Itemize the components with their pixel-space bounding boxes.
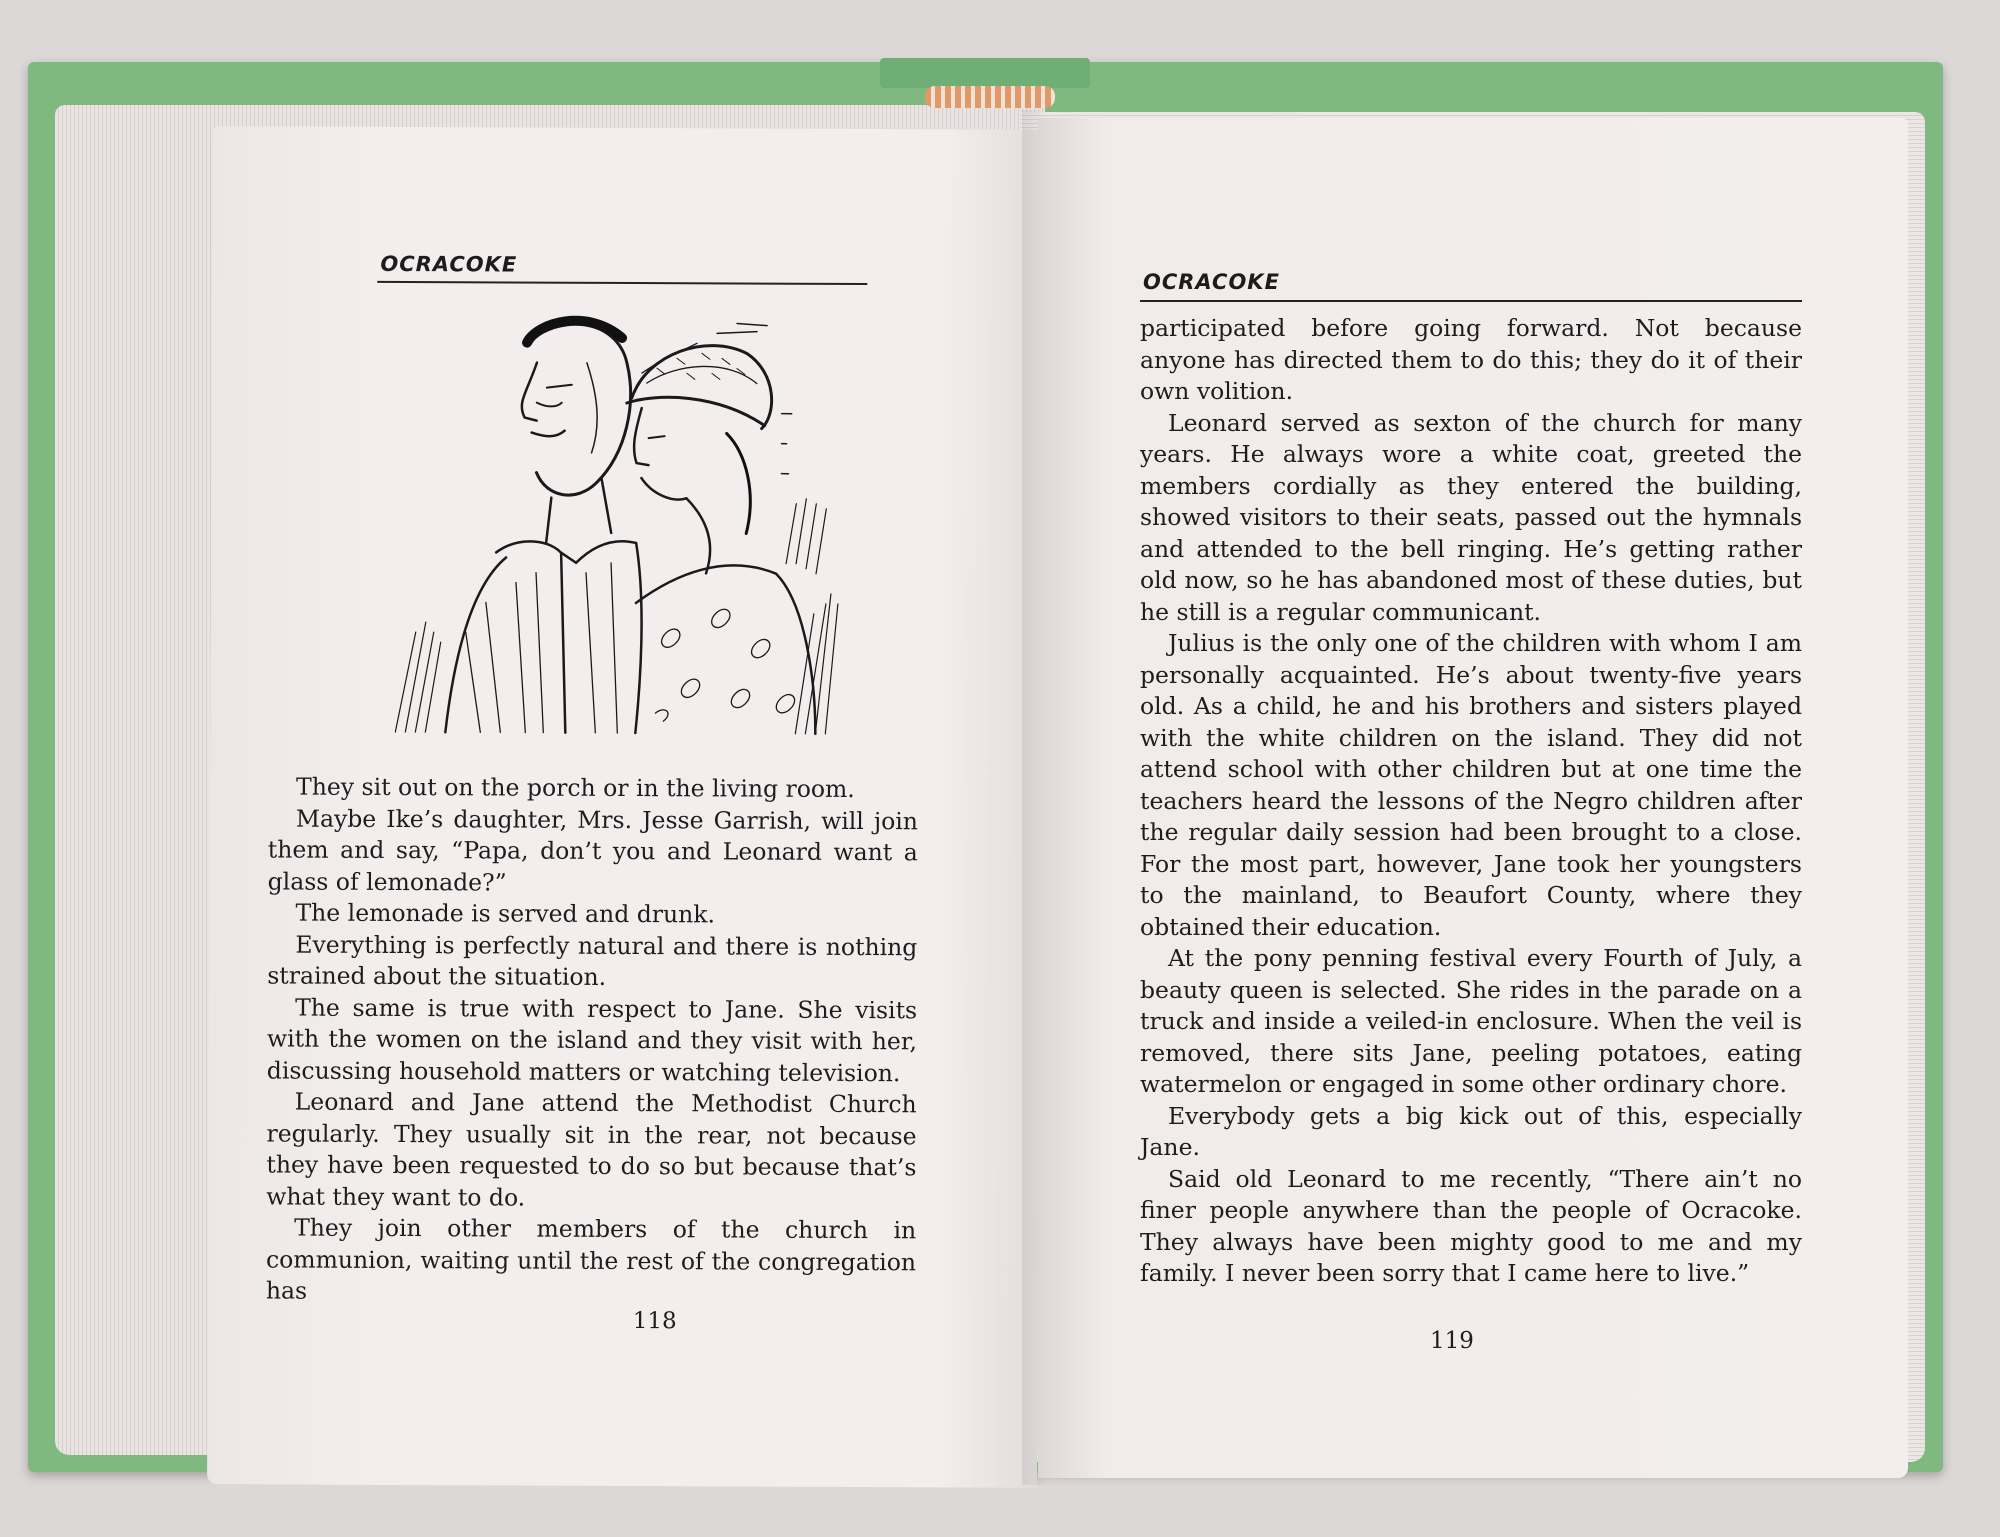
paragraph: Said old Leonard to me recently, “There ain’t no finer people anywhere than the people of Ocracoke. They always have been mighty good to me and my family. I never been sorry that I came here to live.” — [1140, 1164, 1802, 1287]
paragraph: Everything is perfectly natural and there is nothing strained about the situation. — [267, 930, 918, 991]
paragraph: Leonard and Jane attend the Methodist Church regularly. They usually sit in the rear, not because they have been requested to do so but because that’s what they want to do. — [266, 1087, 917, 1212]
paragraph: Leonard served as sexton of the church for many years. He always wore a white coat, greeted the members cordially as they entered the building, showed visitors to their seats, passed out the hymnals and attended to the bell ringing. He’s getting rather old now, so he has abandoned most of these duties, but he still is a regular communicant. — [1140, 408, 1802, 626]
right-head-rule — [1140, 300, 1802, 302]
book-spine — [880, 58, 1090, 88]
left-page-number: 118 — [632, 1308, 677, 1335]
right-page-number: 119 — [1430, 1328, 1474, 1354]
paragraph: participated before going forward. Not because anyone has directed them to do this; they do it of their own volition. — [1140, 314, 1802, 405]
couple-illustration — [385, 302, 847, 744]
paragraph: At the pony penning festival every Fourth of July, a beauty queen is selected. She rides in the parade on a truck and inside a veiled-in enclosure. When the veil is removed, there sits Jane, peeling potatoes, eating watermelon or engaged in some other ordinary chore. — [1140, 944, 1802, 1098]
left-page — [207, 126, 1043, 1488]
left-running-head: OCRACOKE — [380, 251, 518, 277]
paragraph: They sit out on the porch or in the living room. — [296, 772, 855, 804]
headband — [925, 86, 1055, 108]
left-page-text — [266, 771, 918, 1309]
paragraph: Maybe Ike’s daughter, Mrs. Jesse Garrish, will join them and say, “Papa, don’t you and Leonard want a glass of lemonade?” — [267, 804, 919, 896]
paragraph: Julius is the only one of the children with whom I am personally acquainted. He’s about twenty-five years old. As a child, he and his brothers and sisters played with the white children on the island. They did not attend school with other children but at one time the teachers heard the lessons of the Negro children after the regular daily session had been brought to a close. For the most part, however, Jane took her youngsters to the mainland, to Beaufort County, where they obtained their education. — [1140, 629, 1802, 941]
paragraph: Everybody gets a big kick out of this, especially Jane. — [1140, 1101, 1802, 1161]
paragraph: The same is true with respect to Jane. She visits with the women on the island and they visit with her, discussing household matters or watching television. — [266, 993, 918, 1087]
paragraph: The lemonade is served and drunk. — [295, 898, 716, 929]
right-page-text — [1140, 313, 1802, 1290]
right-page — [1038, 118, 1908, 1478]
right-running-head: OCRACOKE — [1143, 270, 1280, 294]
paragraph: They join other members of the church in communion, waiting until the rest of the congregation has — [265, 1213, 917, 1305]
left-head-rule — [377, 281, 867, 285]
